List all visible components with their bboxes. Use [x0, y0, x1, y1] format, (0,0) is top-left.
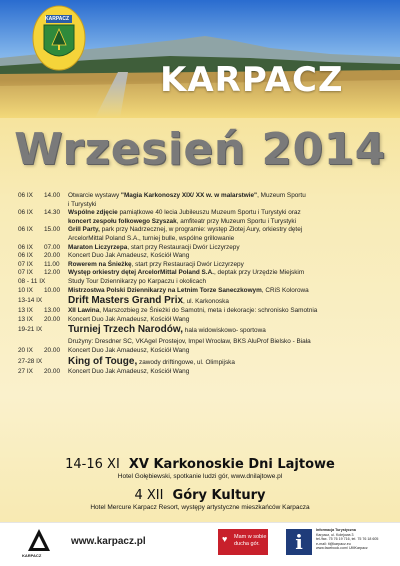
- event-time: 10.00: [44, 286, 60, 294]
- footer: [0, 522, 400, 566]
- event-row: [18, 209, 388, 226]
- badge-line-2: ducha gór.: [234, 540, 260, 547]
- event-date: 20 IX: [18, 347, 33, 355]
- event-time: 07.00: [44, 243, 60, 251]
- page-title: Wrzesień 2014: [14, 124, 386, 175]
- event-description: [68, 192, 388, 209]
- event-row: [18, 295, 388, 307]
- event-time: 20.00: [44, 367, 60, 375]
- badge-line-1: Mam w sobie: [234, 534, 267, 540]
- event-description: [68, 356, 388, 368]
- event-row: [18, 244, 388, 253]
- event-title: Drift Masters Grand Prix: [68, 295, 184, 307]
- event-row: [18, 252, 388, 261]
- highlight-gory-kultury: [0, 488, 400, 511]
- event-description: [68, 261, 388, 270]
- tourist-info-contact: [316, 528, 398, 551]
- event-location: hala widowiskowo- sportowa: [183, 327, 266, 335]
- event-date: 07 IX: [18, 260, 33, 268]
- event-location: park przy Nadrzecznej, w programie: występ Złotej Aury, orkiestry dętej: [99, 226, 303, 234]
- event-description: [68, 278, 388, 287]
- event-description: [68, 244, 388, 253]
- event-description: [68, 269, 388, 278]
- event-row: [18, 356, 388, 368]
- event-row: [18, 324, 388, 347]
- event-description: [68, 252, 388, 261]
- event-row: [18, 278, 388, 287]
- event-text: Koncert Duo Jak Amadeusz, Kościół Wang: [68, 347, 190, 355]
- event-location: , start przy Restauracji Dwór Liczyrzepy: [131, 260, 244, 268]
- event-continuation: [18, 336, 388, 347]
- event-date: 10 IX: [18, 286, 33, 294]
- event-date: 06 IX: [18, 252, 33, 260]
- event-title: Występ orkiestry dętej ArcelorMittal Poland S.A.: [68, 269, 214, 277]
- event-title: Wspólne zdjęcie: [68, 209, 118, 217]
- contact-title: Informacja Turystyczna: [316, 528, 356, 532]
- event-description: [68, 368, 388, 377]
- event-text: Koncert Duo Jak Amadeusz, Kościół Wang: [68, 367, 190, 375]
- event-description: [68, 347, 388, 356]
- event-title: XII Lawina: [68, 307, 100, 315]
- event-time: 20.00: [44, 252, 60, 260]
- highlight-lajtowe: [0, 457, 400, 480]
- heart-icon: ♥: [222, 534, 228, 544]
- event-location: pamiątkowe 40 lecia Jubileuszu Muzeum Sportu i Turystyki oraz: [117, 209, 301, 217]
- event-subtitle: koncert zespołu folkowego Szyszak: [68, 217, 177, 225]
- event-continuation-text: Drużyny: Dresdner SC, VKAgel Prostejov, Impel Wrocław, BKS AluProf Bielsko - Biała: [68, 338, 311, 346]
- event-date: 13-14 IX: [18, 297, 43, 305]
- crest-label: KARPACZ: [45, 16, 70, 22]
- event-time: 15.00: [44, 226, 60, 234]
- event-row: [18, 347, 388, 356]
- event-date: 19-21 IX: [18, 326, 43, 334]
- karpacz-wordmark: KARPACZ: [160, 60, 344, 100]
- info-icon: i: [286, 529, 312, 555]
- contact-line: tel./fax. 75 76 19 716, tel. 75 76 18 605: [316, 537, 379, 542]
- event-location: , deptak przy Urzędzie Miejskim: [213, 269, 305, 277]
- event-title: Grill Party,: [68, 226, 100, 234]
- karpacz-crest-logo: [32, 5, 86, 71]
- event-date: 07 IX: [18, 269, 33, 277]
- event-description: [68, 287, 388, 296]
- event-title: Mistrzostwa Polski Dziennikarzy na Letnim Torze Saneczkowym: [68, 286, 262, 294]
- contact-line: Karpacz, ul. Kolejowa 3: [316, 532, 354, 537]
- event-description: [68, 307, 388, 316]
- event-description: [68, 226, 388, 243]
- event-row: [18, 316, 388, 325]
- highlight-detail: Hotel Gołębiewski, spotkanie ludzi gór, www.dnilajtowe.pl: [117, 473, 283, 480]
- event-continuation: [68, 201, 388, 210]
- event-time: 13.00: [44, 307, 60, 315]
- event-title: Maraton Liczyrzepa: [68, 243, 128, 251]
- event-date: 13 IX: [18, 315, 33, 323]
- contact-line: e-mail: it@karpacz.eu: [316, 541, 351, 546]
- event-title: Rowerem na Śnieżkę: [68, 260, 132, 268]
- event-time: 20.00: [44, 315, 60, 323]
- mam-w-sobie-ducha-gor-badge: [218, 529, 268, 555]
- event-continuation-text: , amfiteatr przy Muzeum Sportu i Turystyki: [176, 217, 296, 225]
- event-time: 14.30: [44, 209, 60, 217]
- event-description: [68, 295, 388, 307]
- event-text: Study Tour Dziennikarzy po Karpaczu i okolicach: [68, 277, 207, 285]
- event-date: 06 IX: [18, 209, 33, 217]
- event-location: , start przy Restauracji Dwór Liczyrzepy: [127, 243, 240, 251]
- event-title: "Magia Karkonoszy XIX/ XX w. w malarstwie": [120, 192, 258, 199]
- event-date: 13 IX: [18, 307, 33, 315]
- highlight-name: XV Karkonoskie Dni Lajtowe: [128, 457, 335, 472]
- event-row: [18, 192, 388, 209]
- highlight-date: 4 XII: [134, 488, 164, 503]
- event-date: 27 IX: [18, 367, 33, 375]
- event-description: [68, 316, 388, 325]
- event-title: Turniej Trzech Narodów,: [68, 324, 184, 336]
- event-time: 14.00: [44, 192, 60, 199]
- event-title: King of Touge,: [68, 355, 138, 367]
- event-continuation: [68, 235, 388, 244]
- event-location: , CRiS Kolorowa: [261, 286, 309, 294]
- event-date: 08 - 11 IX: [18, 277, 46, 285]
- website-link[interactable]: www.karpacz.pl: [71, 536, 146, 547]
- event-continuation-text: ArcelorMittal Poland S.A., turniej bulle, wspólne grillowanie: [68, 234, 235, 242]
- event-text: Koncert Duo Jak Amadeusz, Kościół Wang: [68, 315, 190, 323]
- event-description: [68, 324, 388, 347]
- event-row: [18, 368, 388, 377]
- event-date: 27-28 IX: [18, 357, 43, 365]
- event-continuation-text: i Turystyki: [68, 200, 97, 208]
- event-time: 20.00: [44, 347, 60, 355]
- event-time: 12.00: [44, 269, 60, 277]
- event-list: [18, 192, 388, 377]
- event-location: , ul. Karkonoska: [183, 298, 229, 306]
- event-date: 06 IX: [18, 192, 33, 199]
- event-description: [68, 209, 388, 226]
- event-location: zawody driftingowe, ul. Olimpijska: [137, 358, 235, 366]
- event-row: [18, 269, 388, 278]
- highlight-name: Góry Kultury: [172, 488, 266, 503]
- event-row: [18, 261, 388, 270]
- contact-line: www.facebook.com/ UMKarpacz: [316, 546, 368, 551]
- highlight-date: 14-16 XI: [65, 457, 120, 472]
- event-time: 11.00: [44, 260, 60, 268]
- event-row: [18, 307, 388, 316]
- karpacz-logo-icon: [22, 527, 52, 559]
- footer-logo-label: KARPACZ: [22, 553, 42, 558]
- event-row: [18, 226, 388, 243]
- highlight-detail: Hotel Mercure Karpacz Resort, występy artystyczne mieszkańców Karpacza: [90, 504, 310, 511]
- event-location: , Muzeum Sportu: [257, 192, 306, 199]
- event-location: , Marszozbieg ze Śnieżki do Samotni, meta i dekoracje: schronisko Samotnia: [99, 307, 318, 315]
- event-text: Otwarcie wystawy: [68, 192, 121, 199]
- event-date: 06 IX: [18, 226, 33, 234]
- event-date: 06 IX: [18, 243, 33, 251]
- event-row: [18, 287, 388, 296]
- event-continuation: [68, 218, 388, 227]
- event-text: Koncert Duo Jak Amadeusz, Kościół Wang: [68, 252, 190, 260]
